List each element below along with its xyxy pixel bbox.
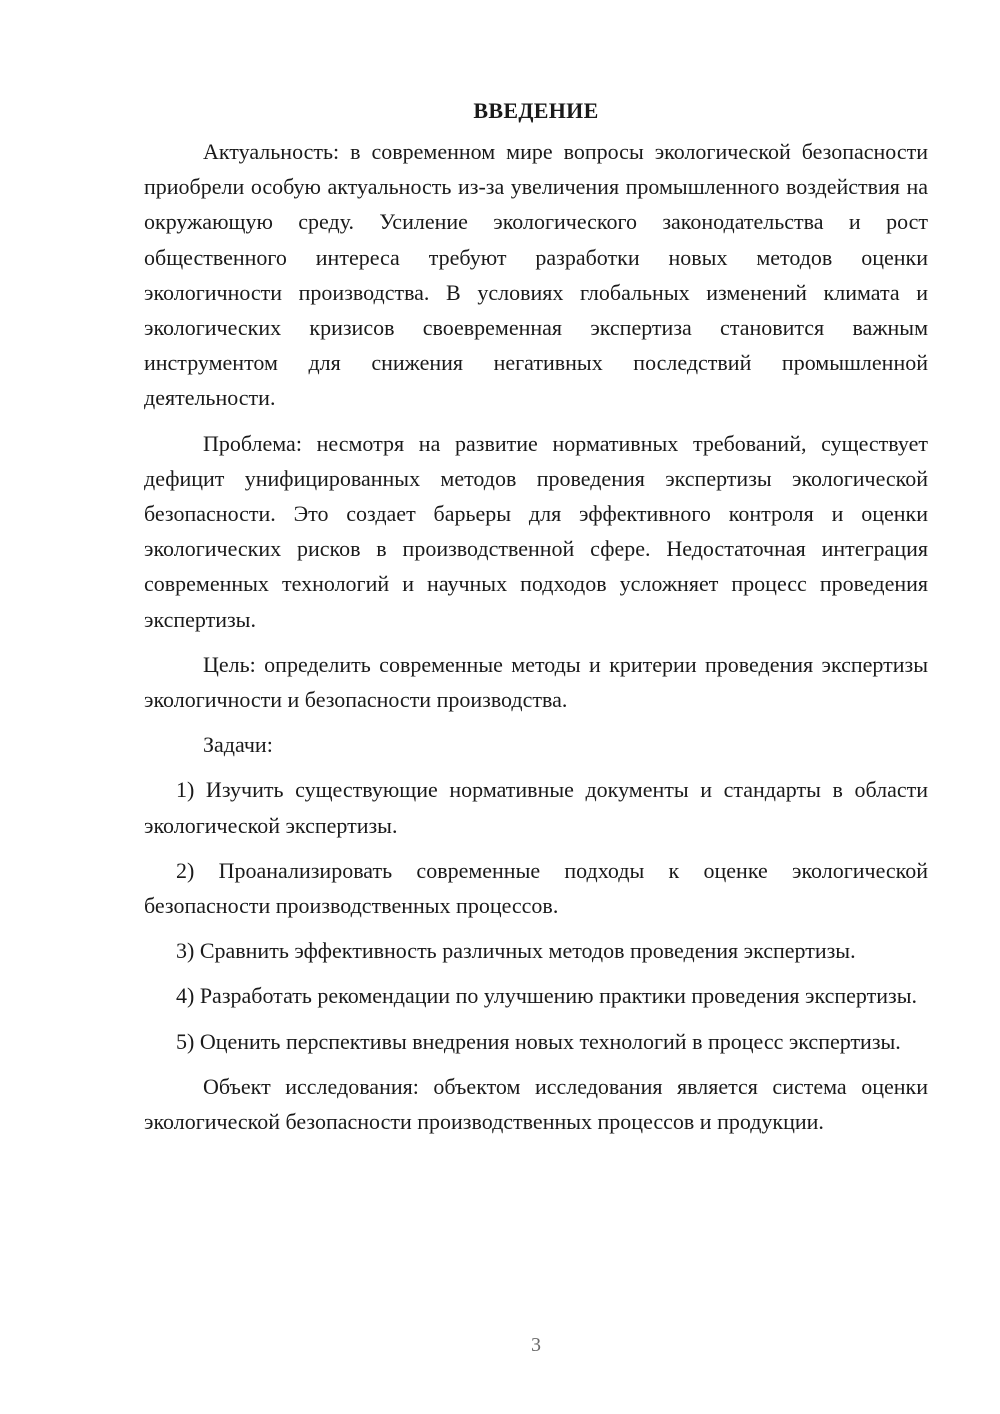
object-paragraph: Объект исследования: объектом исследования является система оценки экологической безопасности производственных процессов и продукции.	[144, 1073, 928, 1135]
problem-paragraph: Проблема: несмотря на развитие нормативных требований, существует дефицит унифицированных методов проведения экспертизы экологической безопасности. Это создает барьеры для эффективного контроля и оценки экологических рисков в производственной сфере. Недостаточная интеграция современных технологий и научных подходов усложняет процесс проведения экспертизы.	[144, 430, 928, 632]
page-number: 3	[531, 1334, 541, 1356]
task-item-4: 4) Разработать рекомендации по улучшению практики проведения экспертизы.	[176, 983, 917, 1009]
relevance-paragraph: Актуальность: в современном мире вопросы экологической безопасности приобрели особую актуальность из-за увеличения промышленного воздействия на окружающую среду. Усиление экологического законодательства и рост общественного интереса требуют разработки новых методов оценки экологичности производства. В условиях глобальных изменений климата и экологических кризисов своевременная экспертиза становится важным инструментом для снижения негативных последствий промышленной деятельности.	[144, 139, 928, 411]
goal-paragraph: Цель: определить современные методы и критерии проведения экспертизы экологичности и безопасности производства.	[144, 651, 928, 713]
section-title: ВВЕДЕНИЕ	[473, 98, 599, 123]
page-content	[144, 93, 928, 1139]
task-item-5: 5) Оценить перспективы внедрения новых технологий в процесс экспертизы.	[176, 1028, 901, 1054]
task-item-2: 2) Проанализировать современные подходы к оценке экологической безопасности производственных процессов.	[144, 857, 928, 919]
task-item-3: 3) Сравнить эффективность различных методов проведения экспертизы.	[176, 938, 856, 964]
tasks-heading: Задачи:	[203, 732, 273, 758]
task-item-1: 1) Изучить существующие нормативные документы и стандарты в области экологической экспертизы.	[144, 777, 928, 838]
